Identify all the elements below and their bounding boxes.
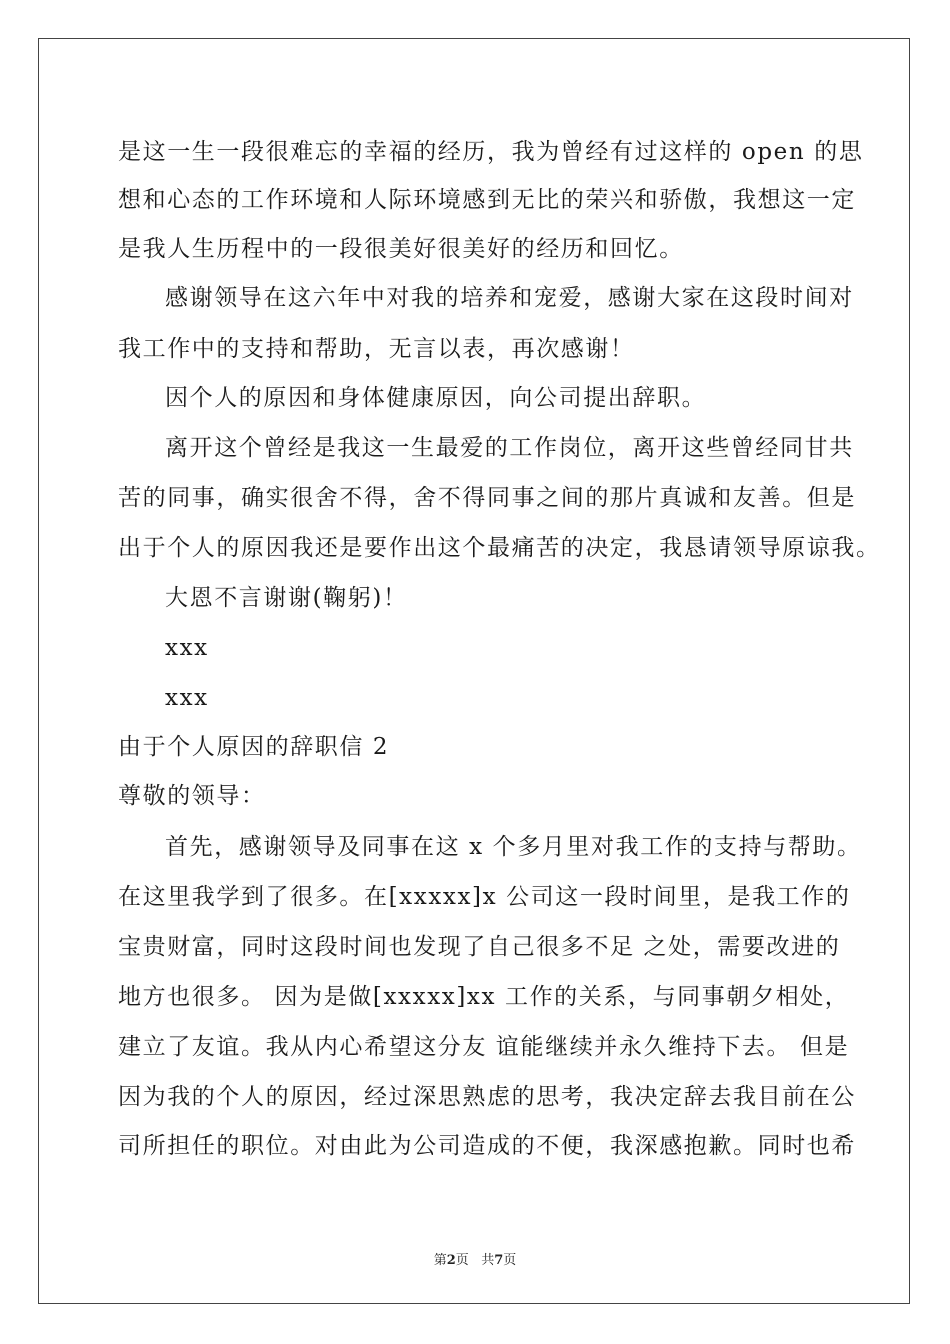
total-suffix: 页 <box>503 1253 517 1268</box>
text-line: 首先，感谢领导及同事在这 x 个多月里对我工作的支持与帮助。 <box>165 834 862 860</box>
section-heading: 由于个人原因的辞职信 2 <box>118 734 390 760</box>
page-number: 2 <box>446 1253 456 1268</box>
text-line: 是这一生一段很难忘的幸福的经历，我为曾经有过这样的 open 的思 <box>118 139 864 165</box>
text-line: 宝贵财富，同时这段时间也发现了自己很多不足 之处，需要改进的 <box>118 934 841 960</box>
text-line: 司所担任的职位。对由此为公司造成的不便，我深感抱歉。同时也希 <box>118 1133 856 1159</box>
total-pages: 7 <box>494 1253 504 1268</box>
page-border <box>38 38 910 1304</box>
text-line: 地方也很多。 因为是做[xxxxx]xx 工作的关系，与同事朝夕相处， <box>118 984 850 1010</box>
text-line: 出于个人的原因我还是要作出这个最痛苦的决定，我恳请领导原谅我。 <box>118 535 881 561</box>
signature-line: xxx <box>165 635 209 661</box>
text-line: 苦的同事，确实很舍不得，舍不得同事之间的那片真诚和友善。但是 <box>118 485 856 511</box>
page-footer <box>0 1249 950 1268</box>
page-prefix: 第 <box>433 1253 447 1268</box>
page-suffix: 页 <box>455 1253 469 1268</box>
text-line: 离开这个曾经是我这一生最爱的工作岗位，离开这些曾经同甘共 <box>165 435 854 461</box>
text-line: 我工作中的支持和帮助，无言以表，再次感谢！ <box>118 336 635 362</box>
text-line: 想和心态的工作环境和人际环境感到无比的荣兴和骄傲，我想这一定 <box>118 187 856 213</box>
text-line: 因为我的个人的原因，经过深思熟虑的思考，我决定辞去我目前在公 <box>118 1084 856 1110</box>
text-line: 在这里我学到了很多。在[xxxxx]x 公司这一段时间里，是我工作的 <box>118 884 851 910</box>
total-prefix: 共 <box>481 1253 495 1268</box>
text-line: 大恩不言谢谢(鞠躬)！ <box>165 585 408 611</box>
text-line: 是我人生历程中的一段很美好很美好的经历和回忆。 <box>118 236 684 262</box>
text-line: 感谢领导在这六年中对我的培养和宠爱，感谢大家在这段时间对 <box>165 285 854 311</box>
text-line: 因个人的原因和身体健康原因，向公司提出辞职。 <box>165 385 707 411</box>
salutation: 尊敬的领导： <box>118 783 266 809</box>
text-line: 建立了友谊。我从内心希望这分友 谊能继续并永久维持下去。 但是 <box>118 1034 850 1060</box>
date-line: xxx <box>165 685 209 711</box>
